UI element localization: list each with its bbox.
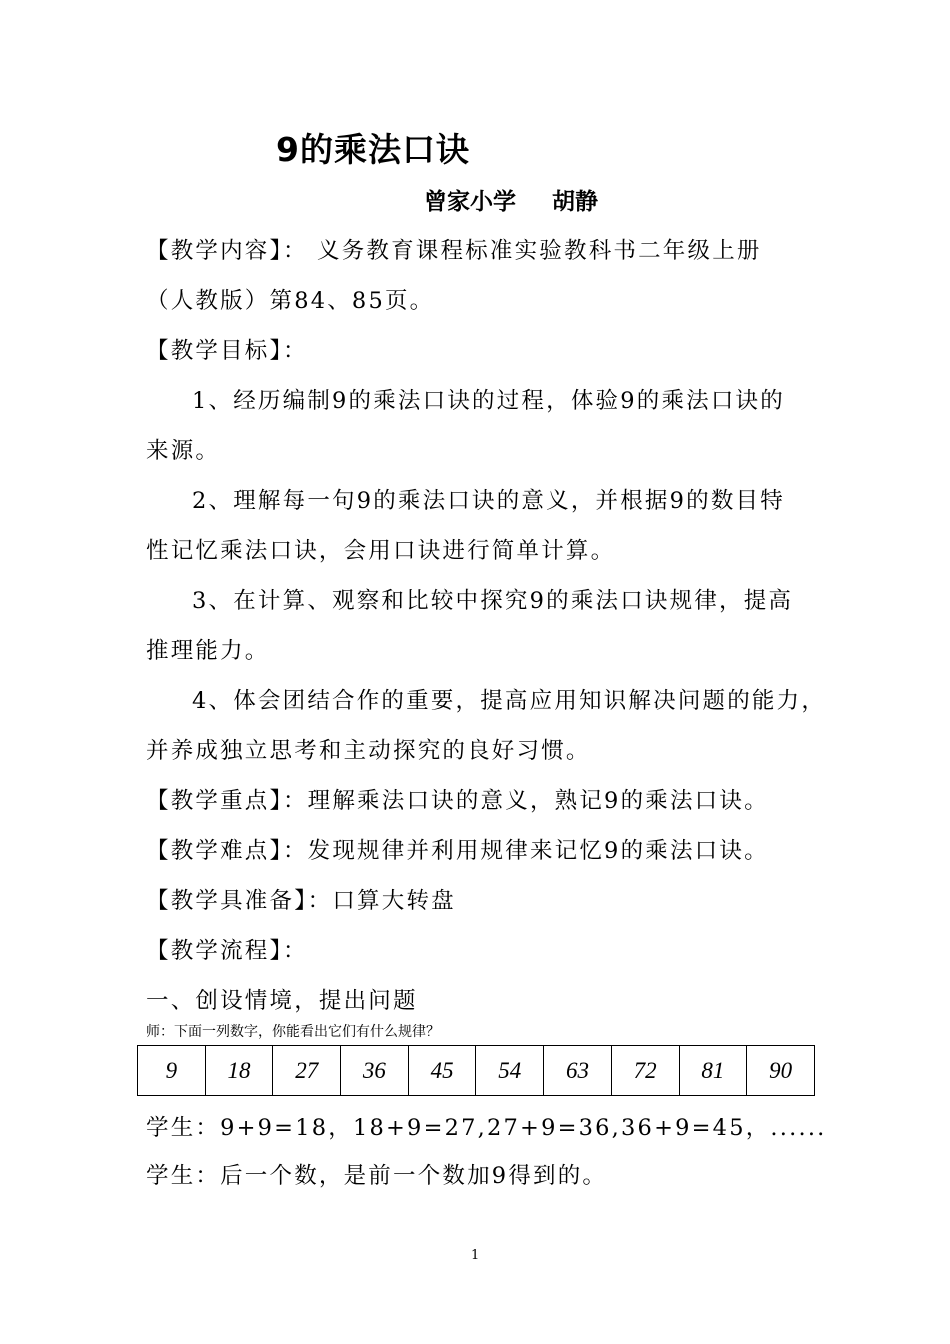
process-heading: 【教学流程】： <box>146 938 308 964</box>
goals-heading: 【教学目标】： <box>146 338 308 364</box>
author-name: 胡静 <box>552 189 598 215</box>
sequence-cell: 90 <box>747 1046 815 1096</box>
number-sequence-table <box>137 1045 815 1096</box>
table-row <box>138 1046 815 1096</box>
student-answer-2: 学生：后一个数，是前一个数加9得到的。 <box>146 1163 608 1189</box>
sequence-cell: 36 <box>341 1046 409 1096</box>
difficulty: 【教学难点】：发现规律并利用规律来记忆9的乘法口诀。 <box>146 838 769 864</box>
section-1-heading: 一、创设情境，提出问题 <box>146 988 418 1014</box>
goal-1-line-1: 1、经历编制9的乘法口诀的过程，体验9的乘法口诀的 <box>192 388 785 414</box>
sequence-cell: 9 <box>138 1046 206 1096</box>
sequence-cell: 45 <box>408 1046 476 1096</box>
sequence-cell: 54 <box>476 1046 544 1096</box>
teaching-content-line-1: 【教学内容】： 义务教育课程标准实验教科书二年级上册 <box>146 238 762 264</box>
goal-3-line-1: 3、在计算、观察和比较中探究9的乘法口诀规律，提高 <box>192 588 794 614</box>
goal-2-line-2: 性记忆乘法口诀，会用口诀进行简单计算。 <box>146 538 616 564</box>
key-point: 【教学重点】：理解乘法口诀的意义，熟记9的乘法口诀。 <box>146 788 769 814</box>
goal-2-line-1: 2、理解每一句9的乘法口诀的意义，并根据9的数目特 <box>192 488 785 514</box>
sequence-cell: 18 <box>205 1046 273 1096</box>
goal-1-line-2: 来源。 <box>146 438 221 464</box>
author-school: 曾家小学 <box>424 189 516 215</box>
sequence-cell: 63 <box>544 1046 612 1096</box>
author-line <box>424 183 598 216</box>
sequence-cell: 27 <box>273 1046 341 1096</box>
teaching-content-line-2: （人教版）第84、85页。 <box>146 288 435 314</box>
page-number: 1 <box>471 1248 480 1263</box>
goal-3-line-2: 推理能力。 <box>146 638 270 664</box>
teacher-prompt: 师：下面一列数字，你能看出它们有什么规律？ <box>146 1024 440 1040</box>
goal-4-line-2: 并养成独立思考和主动探究的良好习惯。 <box>146 738 591 764</box>
sequence-cell: 72 <box>611 1046 679 1096</box>
document-title: 9的乘法口诀 <box>276 130 470 169</box>
sequence-cell: 81 <box>679 1046 747 1096</box>
goal-4-line-1: 4、体会团结合作的重要，提高应用知识解决问题的能力， <box>192 688 827 714</box>
student-answer-1: 学生：9+9=18，18+9=27,27+9=36,36+9=45，...... <box>146 1115 827 1141</box>
materials: 【教学具准备】：口算大转盘 <box>146 888 456 914</box>
